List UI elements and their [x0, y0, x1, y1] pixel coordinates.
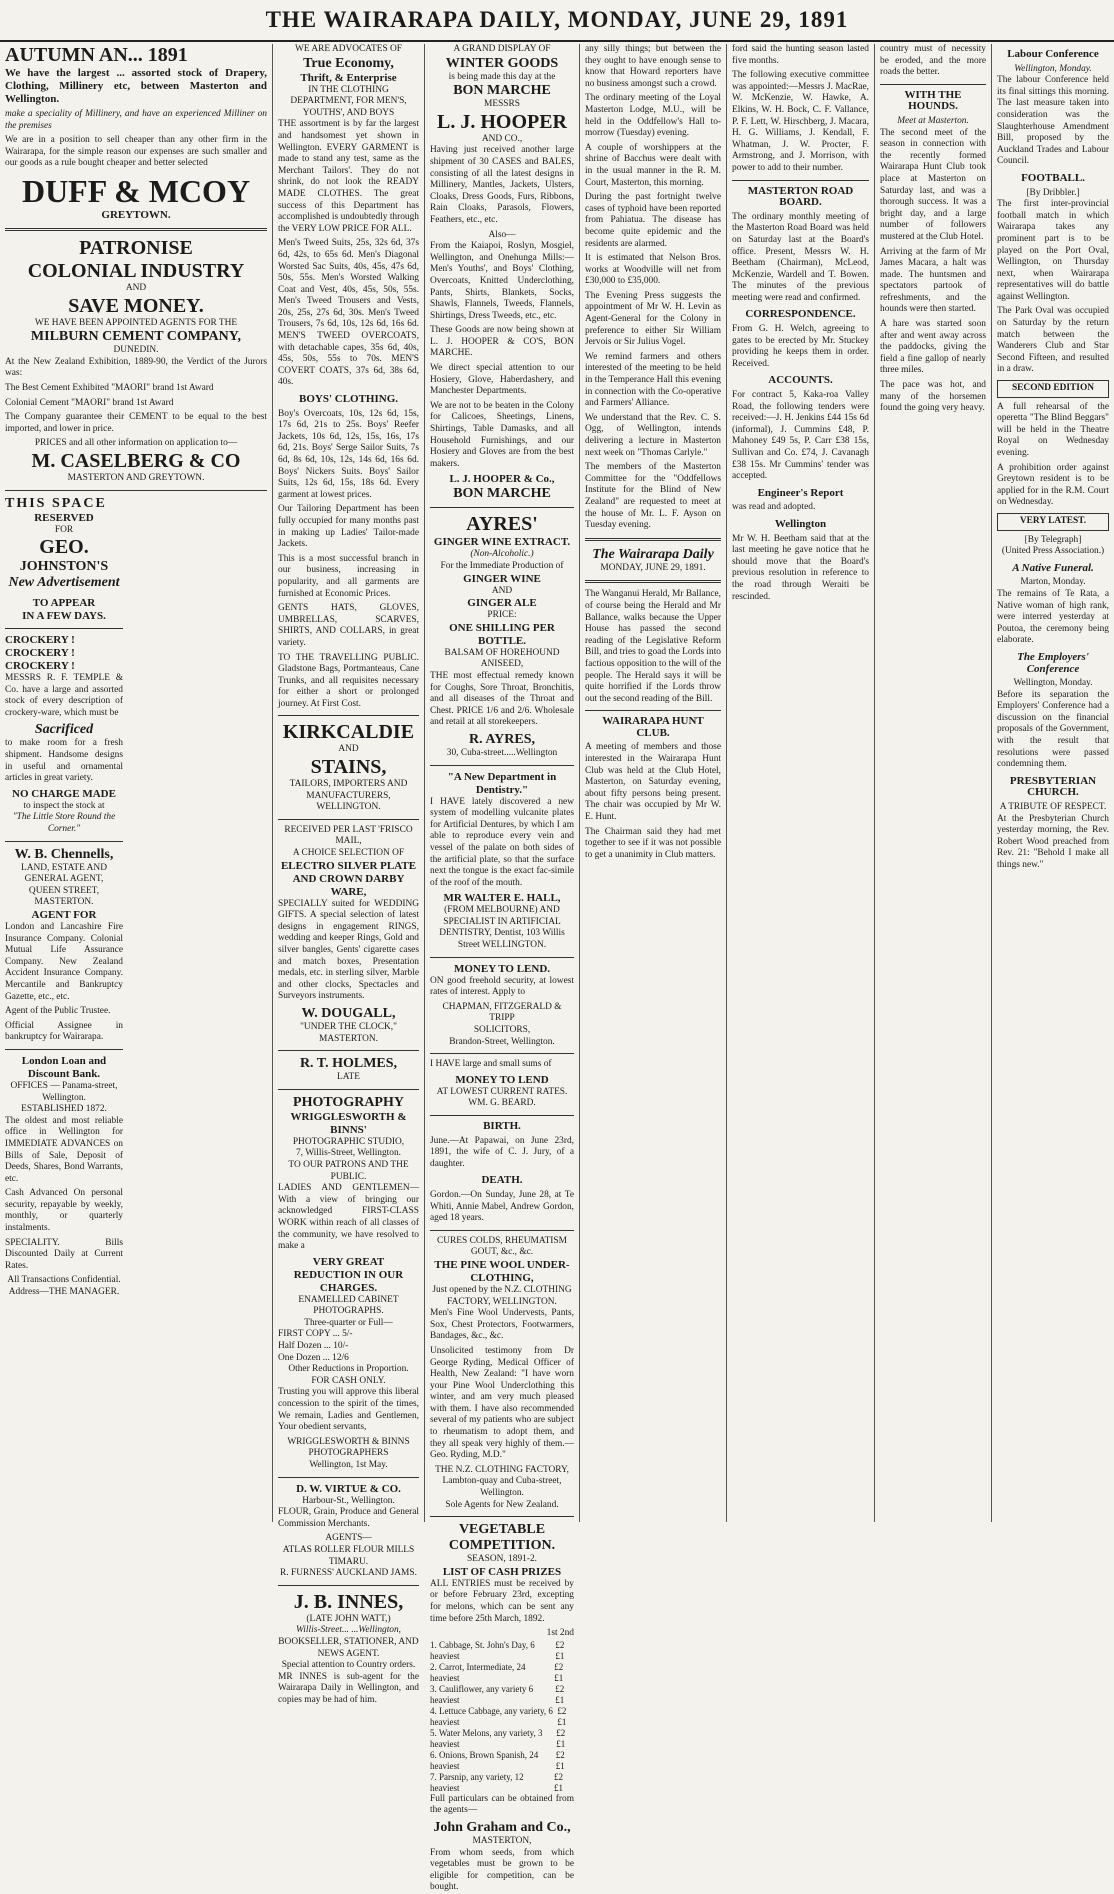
hall-subheading: (FROM MELBOURNE) AND SPECIALIST IN ARTIFICIAL DENTISTRY, Dentist, 103 Willis Street WELLINGTON. [439, 905, 565, 951]
column-1-lower [5, 496, 267, 1299]
photography-heading: PHOTOGRAPHY [293, 1094, 404, 1110]
exhibition-text: At the New Zealand Exhibition, 1889-90, the Verdict of the Jurors was: [5, 356, 267, 379]
stains-heading: STAINS, [310, 756, 387, 779]
employers-text: Before its separation the Employers' Conference had a discussion on the financial proposals of the Government, with the result that resolutions were passed condemning them. [997, 689, 1109, 770]
enamelled-label: ENAMELLED CABINET PHOTOGRAPHS. [298, 1294, 399, 1317]
tribute-label: A TRIBUTE OF RESPECT. [999, 802, 1107, 813]
dentistry-heading: "A New Department in Dentistry." [447, 770, 557, 796]
news-paragraph: We understand that the Rev. C. S. Ogg, of Wellington, intends delivering a lecture in Masterton next week on "Thomas Carlyle." [585, 412, 721, 458]
ginger-ale-label: GINGER ALE [467, 597, 537, 610]
agents-label: AGENTS— [325, 1533, 372, 1544]
sole-agents-label: Sole Agents for New Zealand. [445, 1499, 559, 1510]
agent-for-label: AGENT FOR [31, 909, 97, 921]
electro-heading: ELECTRO SILVER PLATE [280, 859, 417, 872]
committee-text: The following executive committee was appointed:—Messrs J. MacRae, W. McKenzie, W. Hawke, A. Elkins, W. H. Bock, C. F. Vallance, P. F. Lett, W. Hirschberg, J. Macara, H. G. Williams, J. Kendall, F. Whatman, J. W. Procter, F. Armstrong, and J. Morrison, with power to add to their number. [732, 70, 869, 173]
wellington-heading: Wellington [774, 517, 827, 530]
cash-prizes-heading: LIST OF CASH PRIZES [442, 1565, 562, 1578]
temple-text: MESSRS R. F. TEMPLE & Co. have a large and assorted stock of every description of crockery-ware, which must be [5, 673, 123, 718]
news-paragraph: We remind farmers and others interested of the meeting to be held in the Temperance Hall this evening in connection with the Co-operative and Farmers' Alliance. [585, 351, 721, 409]
three-quarter-label: Three-quarter or Full— [304, 1317, 393, 1328]
space-heading: THIS SPACE [5, 495, 107, 511]
prize-row: 2. Carrot, Intermediate, 24 heaviest £2 £1 [430, 1661, 564, 1683]
solicitors-label: SOLICITORS, [473, 1025, 531, 1036]
divider [5, 228, 267, 231]
column-2 [272, 44, 424, 1705]
kirkcaldie-heading: KIRKCALDIE [282, 721, 415, 744]
virtue-heading: D. W. VIRTUE & CO. [296, 1482, 401, 1495]
save-money-heading: SAVE MONEY. [68, 294, 204, 317]
football-heading: FOOTBALL. [1021, 171, 1085, 184]
one-dozen-price: One Dozen ... 12/6 [278, 1352, 349, 1363]
column-4 [579, 44, 726, 1522]
divider [278, 1089, 419, 1090]
mail-label: RECEIVED PER LAST 'FRISCO MAIL, [284, 824, 413, 847]
lowest-rates-label: AT LOWEST CURRENT RATES. [436, 1086, 568, 1097]
address-label: Address—THE MANAGER. [8, 1287, 120, 1298]
ayres-address: 30, Cuba-street.....Wellington [446, 747, 558, 758]
virtue-location: Harbour-St., Wellington. [302, 1495, 395, 1506]
innes-address: Willis-Street... ...Wellington, [295, 1625, 402, 1636]
prices-text: PRICES and all other information on application to— [34, 438, 238, 449]
patronise-heading: PATRONISE [79, 236, 193, 259]
colonial-cement-text: Colonial Cement "MAORI" brand 1st Award [5, 397, 174, 408]
innes-late-label: (LATE JOHN WATT,) [306, 1613, 391, 1624]
johnston-label: JOHNSTON'S [19, 559, 109, 575]
late-label: LATE [337, 1072, 360, 1083]
innes-heading: J. B. INNES, [293, 1590, 404, 1613]
divider [585, 538, 721, 541]
news-paragraph: During the past fortnight twelve cases of typhoid have been reported from Pahiatua. The disease has become quite epidemic and the residents are alarmed. [585, 192, 721, 249]
hooper-heading: L. J. HOOPER [436, 110, 567, 133]
patrons-label: TO OUR PATRONS AND THE PUBLIC. [288, 1159, 409, 1182]
masthead [0, 0, 1114, 42]
labour-heading: Labour Conference [1007, 48, 1099, 60]
vegetable-heading: VEGETABLE COMPETITION. [448, 1522, 556, 1554]
messrs-label: MESSRS [484, 99, 520, 110]
beetham-text: Mr W. H. Beetham said that at the last meeting he gave notice that he should move that the Board's previous resolution in reference to the road through Weraiti be rescinded. [732, 533, 869, 602]
second-edition-text: A full rehearsal of the operetta "The Blind Beggars" will be held in the Theatre Royal on Wednesday evening. [997, 401, 1109, 458]
flour-text: FLOUR, Grain, Produce and General Commission Merchants. [278, 1507, 419, 1529]
remedy-text: THE most effectual remedy known for Coughs, Sore Throat, Bronchitis, and all diseases of the Throat and Chest. PRICE 1/6 and 2/6. Wholesale and retail at all storekeepers. [430, 670, 574, 728]
agencies-text: London and Lancashire Fire Insurance Company. Colonial Mutual Life Assurance Company. New Zealand Accident Insurance Company. Mercantile and Bankruptcy Gazette, etc., etc. [5, 922, 123, 1002]
queen-street-label: QUEEN STREET, MASTERTON. [28, 885, 100, 908]
under-clock-label: "UNDER THE CLOCK," [300, 1021, 397, 1032]
divider [278, 819, 419, 820]
correspondence-text: From G. H. Welch, agreeing to gates to be erected by Mr. Stuckey providing he keeps them in order. Received. [732, 324, 869, 369]
news-paragraph: The ordinary meeting of the Loyal Masterton Lodge, M.U., will be held in the Oddfellow's Hall to-morrow (Tuesday) evening. [585, 93, 721, 139]
holmes-heading: R. T. HOLMES, [299, 1056, 398, 1072]
established-label: ESTABLISHED 1872. [21, 1104, 107, 1115]
clothing-dept-label: IN THE CLOTHING DEPARTMENT, FOR MEN'S, YOUTHS', AND BOYS [290, 84, 407, 118]
john-graham-heading: John Graham and Co., [433, 1819, 571, 1835]
shilling-label: ONE SHILLING PER BOTTLE. [449, 621, 555, 647]
divider [278, 715, 419, 716]
divider [430, 1230, 574, 1231]
other-reductions-label: Other Reductions in Proportion. [288, 1364, 409, 1375]
column-7 [991, 44, 1114, 1522]
column-1 [0, 44, 272, 1522]
to-appear-label: TO APPEAR [32, 597, 96, 610]
hooper-footer: L. J. HOOPER & Co., [449, 473, 555, 486]
ladies-text: LADIES AND GENTLEMEN—With a view of bringing our acknowledged FIRST-CLASS WORK within reach of all classes of the community, we have resolved to make a [278, 1183, 419, 1252]
editorial-text: The Wanganui Herald, Mr Ballance, of course being the Herald and Mr Ballance, walks because the Upper House has passed the second reading of the Legislative Reform Bill, and tries to goad the Lords into factious opposition to the will of the people. The Herald says it will be quite horrified if the Lords throw out the second reading of the Bill. [585, 589, 722, 704]
presbyterian-heading: PRESBYTERIAN CHURCH. [1009, 774, 1097, 799]
largest-stock-text: We have the largest ... assorted stock of Drapery, Clothing, Millinery etc, between Masterton and Wellington. [5, 67, 267, 105]
hall-heading: MR WALTER E. HALL, [443, 892, 561, 905]
confidential-label: All Transactions Confidential. [7, 1275, 121, 1286]
news-paragraph: A couple of worshippers at the shrine of Bacchus were dealt with in the usual manner in the R. M. Court, Masterton, this morning. [585, 142, 721, 188]
position-text: We are in a position to sell cheaper than any other firm in the Wairarapa, for the simple reason our expenses are such smaller and our goods as a rule bought cheaper and better selected [5, 135, 267, 169]
football-byline: [By Dribbler.] [1026, 187, 1080, 198]
road-board-text: The ordinary monthly meeting of the Masterton Road Board was held on Saturday last at the Board's office. Present, Messrs W. H. Beetham (Chairman), McLeod, McKenzie, Wardell and T. Bowen. The minutes of the previous meeting were read and confirmed. [732, 211, 869, 303]
little-store-text: "The Little Store Round the Corner." [12, 812, 116, 835]
prize-row: 7. Parsnip, any variety, 12 heaviest £2 £1 [430, 1771, 563, 1793]
sacrificed-text: to make room for a fresh shipment. Handsome designs in useful and ornamental articles in great variety. [5, 738, 123, 784]
dougall-location: MASTERTON. [319, 1033, 378, 1044]
trusting-text: Trusting you will approve this liberal concession to the spirit of the times, We remain, Ladies and Gentlemen, Your obedient servants, [278, 1387, 419, 1433]
received-text: Having just received another large shipment of 30 CASES and BALES, consisting of all the latest designs in Millinery, Mantles, Jackets, Ulsters, Cloaks, Dress Goods, Furs, Ribbons, Rain Cloaks, Parasols, Flowers, Feathers, etc., etc. [430, 145, 574, 225]
birth-heading: BIRTH. [483, 1120, 521, 1132]
prize-list [430, 1640, 574, 1794]
bon-marche-heading: BON MARCHE [453, 83, 551, 99]
tailors-label: TAILORS, IMPORTERS AND MANUFACTURERS, WELLINGTON. [289, 779, 408, 813]
special-attention-text: We direct special attention to our Hosiery, Glove, Haberdashery, and Manchester Departments. [430, 363, 574, 397]
tailoring-text: Our Tailoring Department has been fully occupied for many months past in making up Ladies' Tailor-made Jackets. [278, 504, 419, 550]
divider [430, 1516, 574, 1517]
caselberg-location: MASTERTON AND GREYTOWN. [67, 472, 205, 483]
hounds-text: The second meet of the season in connection with the recently formed Wairarapa Hunt Club took place at Masterton on Saturday last, and was a thorough success. It was a bright day, and a large number of followers mustered at the Club Hotel. [880, 127, 986, 242]
brandon-label: Brandon-Street, Wellington. [449, 1036, 555, 1047]
news-paragraph: any silly things; but between the they ought to have enough sense to know that Howard reporters have no business amongst such a crowd. [585, 44, 721, 89]
particulars-text: Full particulars can be obtained from the agents— [430, 1793, 574, 1816]
football-text-2: The Park Oval was occupied on Saturday by the return match between the Wanderers Club and Star Second Fifteen, and resulted in a draw. [997, 306, 1109, 375]
for-production-label: For the Immediate Production of [440, 561, 564, 571]
sacrificed-heading: Sacrificed [34, 722, 94, 738]
nameplate: The Wairarapa Daily [592, 546, 714, 562]
land-agent-label: LAND, ESTATE AND GENERAL AGENT, [21, 862, 107, 885]
economy-heading: True Economy, [303, 55, 394, 71]
innes-note: MR INNES is sub-agent for the Wairarapa Daily in Wellington, and copies may be had of him. [278, 1671, 419, 1705]
labour-location: Wellington, Monday. [1014, 63, 1092, 74]
telegraph-label: [By Telegraph] [1024, 534, 1082, 545]
furness-label: R. FURNESS' AUCKLAND JAMS. [280, 1568, 417, 1579]
pine-text: Just opened by the N.Z. CLOTHING FACTORY, WELLINGTON. [432, 1284, 572, 1307]
presbyterian-text: At the Presbyterian Church yesterday morning, the Rev. Robert Wood preached from Rev. 21: "Behold I make all things new." [997, 813, 1109, 870]
divider [430, 507, 574, 508]
and-label: AND [338, 744, 359, 755]
prize-row: 4. Lettuce Cabbage, any variety, 6 heaviest £2 £1 [430, 1705, 567, 1727]
football-text: The first inter-provincial football match in which Wairarapa takes any prominent part is to be played on the Port Oval, Wellington, on Thursday next, when Wairarapa representatives will do battle against Wellington. [997, 199, 1109, 302]
advocates-label: WE ARE ADVOCATES OF [294, 44, 403, 54]
photographers-label: PHOTOGRAPHERS [308, 1448, 389, 1459]
chennells-heading: W. B. Chennells, [14, 846, 114, 862]
oldest-text: The oldest and most reliable office in Wellington for IMMEDIATE ADVANCES on Bills of Sale, Deposit of Deeds, Shares, Bond Warrants, etc. [5, 1115, 123, 1184]
news-paragraph: It is estimated that Nelson Bros. works at Woodville will net from £30,000 to £35,000. [585, 253, 721, 287]
engineer-heading: Engineer's Report [757, 486, 844, 499]
new-advertisement-label: New Advertisement [8, 575, 120, 591]
employers-heading: The Employers' Conference [1017, 650, 1089, 675]
column-3 [424, 44, 579, 1893]
road-board-heading: MASTERTON ROAD BOARD. [747, 184, 854, 209]
mills-text: From the Kaiapoi, Roslyn, Mosgiel, Wellington, and Onehunga Mills:— Men's Youths', and Boys' Clothing, Overcoats, Knitted Underclothing, Pants, Shirts, Blankets, Socks, Shawls, Flannels, Tweeds, Flannels, Shirtings, Dress Tweeds, etc., etc. [430, 241, 574, 321]
arrival-text-2: A hare was started soon after and went away across the paddocks, giving the field a fine gallop of nearly three miles. [880, 319, 986, 376]
news-paragraph: ford said the hunting season lasted five months. [732, 44, 869, 66]
bon-marche-footer: BON MARCHE [453, 486, 551, 502]
nameplate-date: MONDAY, JUNE 29, 1891. [600, 562, 706, 573]
second-edition-heading: SECOND EDITION [997, 380, 1109, 398]
prize-row: 1. Cabbage, St. John's Day, 6 heaviest £2 £1 [430, 1639, 565, 1661]
with-hounds-heading: WITH THE HOUNDS. [904, 88, 962, 113]
appointed-text: WE HAVE BEEN APPOINTED AGENTS FOR THE [34, 317, 238, 328]
death-heading: DEATH. [481, 1174, 523, 1187]
wrigglesworth-heading: WRIGGLESWORTH & BINNS' [290, 1110, 407, 1136]
colonial-industry-heading: COLONIAL INDUSTRY [27, 259, 245, 282]
boys-text: Boy's Overcoats, 10s, 12s 6d, 15s, 17s 6d, 21s to 25s. Boys' Reefer Jackets, 10s 6d, 12s, 15s, 16s, 17s 6d, 21s. Boys' Serge Sailor Suits, 7s 6d, 8s 6d, 10s, 12s, 14s 6d, 16s 6d. Boys' Nickers Suits. Boys' Sailor Suits, 12s 6d, 15s, 18s 6d. Every garment at lowest prices. [278, 408, 419, 500]
also-label: Also— [488, 229, 516, 240]
column-6 [874, 44, 991, 1522]
choice-label: A CHOICE SELECTION OF [292, 848, 405, 859]
death-text: Gordon.—On Sunday, June 28, at Te Whiti, Annie Mabel, Andrew Gordon, aged 18 years. [430, 1189, 574, 1224]
divider [430, 957, 574, 958]
offices-label: OFFICES — Panama-street, Wellington. [10, 1080, 118, 1103]
gents-text: GENTS HATS, GLOVES, UMBRELLAS, SCARVES, SHIRTS, AND COLLARS, in great variety. [278, 603, 419, 648]
native-text: The remains of Te Rata, a Native woman of high rank, were interred yesterday at Poutoa, the ceremony being elaborate. [997, 588, 1109, 646]
prize-row: 3. Cauliflower, any variety 6 heaviest £2 £1 [430, 1683, 565, 1705]
ginger-extract-heading: GINGER WINE EXTRACT. [433, 536, 571, 549]
engineer-text: was read and adopted. [732, 502, 816, 513]
assignee-text: Official Assignee in bankruptcy for Wairarapa. [5, 1020, 123, 1043]
arrival-text: Arriving at the farm of Mr James Macara, a halt was made. The huntsmen and spectators partook of refreshments, and the hounds were then started. [880, 246, 986, 315]
divider [430, 765, 574, 766]
wb-signature: WRIGGLESWORTH & BINNS [287, 1436, 410, 1447]
nz-factory-label: THE N.Z. CLOTHING FACTORY, Lambton-quay and Cuba-street, Wellington. [435, 1464, 569, 1499]
wedding-text: SPECIALLY suited for WEDDING GIFTS. A special selection of latest designs in engagement RINGS, wedding and keeper Rings, Gold and silver bangles, Gents' cigarette cases and match boxes, Presentation medals, etc. in sterling silver, Marble and other clocks, Spectacles and Surveyors instruments. [278, 898, 419, 1002]
duff-mcoy-heading: DUFF & MCOY [21, 172, 251, 209]
divider [278, 1050, 419, 1051]
beard-signature: WM. G. BEARD. [468, 1098, 536, 1109]
and-label: AND [491, 585, 513, 596]
and-label: AND [125, 282, 147, 293]
speciality-bills-text: SPECIALITY. Bills Discounted Daily at Current Rates. [5, 1237, 123, 1271]
dunedin-label: DUNEDIN. [113, 345, 159, 356]
ayres-signature: R. AYRES, [468, 731, 535, 747]
balsam-label: BALSAM OF HOREHOUND ANISEED, [444, 647, 560, 670]
accounts-heading: ACCOUNTS. [768, 374, 833, 387]
studio-address: 7, Willis-Street, Wellington. [295, 1148, 402, 1159]
money-lend-heading: MONEY TO LEND. [453, 962, 551, 975]
divider [732, 180, 869, 181]
divider [5, 490, 267, 491]
divider [430, 1053, 574, 1054]
guarantee-text: The Company guarantee their CEMENT to be equal to the best imported, and lower in price. [5, 412, 267, 434]
geo-label: GEO. [39, 536, 89, 559]
greytown-label: GREYTOWN. [101, 208, 171, 221]
travelling-text: TO THE TRAVELLING PUBLIC. Gladstone Bags, Portmanteaus, Cane Trunks, and all requisites necessary for either a short or prolonged journey. At First Cost. [278, 652, 419, 709]
winter-goods-heading: WINTER GOODS [445, 55, 559, 71]
best-cement-text: The Best Cement Exhibited "MAORI" brand 1st Award [5, 382, 214, 393]
news-paragraph: The members of the Masterton Committee for the "Oddfellows Institute for the Blind of New Zealand" are requested to meet at the house of Mr. L. F. Ayson on Tuesday evening. [585, 462, 721, 531]
divider [5, 628, 123, 629]
newspaper-title: THE WAIRARAPA DAILY, MONDAY, JUNE 29, 1891 [265, 7, 849, 32]
assortment-text: THE assortment is by far the largest and handsomest yet shown in Wellington. EVERY GARMENT is made to stand any test, same as the Merchant Tailors'. They do not shrink, do not look the READY MADE CLOTHES. The great success of this Department has accomplished is undoubtedly through the VERY LOW PRICE FOR ALL. [278, 119, 419, 234]
reduction-heading: VERY GREAT REDUCTION IN OUR CHARGES. [293, 1255, 404, 1294]
seeds-text: From whom seeds, from which vegetables must be grown to be eligible for competition, can be bought. [430, 1847, 574, 1893]
have-sums-text: I HAVE large and small sums of [430, 1059, 552, 1070]
ginger-wine-label: GINGER WINE [463, 572, 541, 585]
column-5 [726, 44, 874, 1522]
prices-list: Men's Tweed Suits, 25s, 32s 6d, 37s 6d, 42s, to 65s 6d. Men's Diagonal Worsted Sac Suits, 40s, 45s, 47s 6d, 50s, 55s. Men's Worsted Walking Coat and Vest, 40s, 45s, 50s, 55s. Men's Tweed Trousers and Vests, 20s, 25s, 27s 6d, 30s. Men's Tweed Trousers, 7s 6d, 10s, 12s 6d, 16s 6d. MEN'S TWEED OVERCOATS, with detachable capes, 35s 6d, 40s, 45s, 50s, 55s to 70s. MEN'S COVERT COATS, 37s 6d, 38s 6d, 40s. [278, 238, 419, 388]
grand-display-label: A GRAND DISPLAY OF [453, 44, 551, 54]
hunt-club-text-2: The Chairman said they had met together to see if it was not possible to get a unanimity in Club matters. [585, 826, 721, 860]
hunt-club-heading: WAIRARAPA HUNT CLUB. [602, 715, 704, 739]
hunt-club-text: A meeting of members and those interested in the Wairarapa Hunt Club was held at the Club Hotel, Masterton, on Saturday evening, about fifty persons being present. The chair was occupied by Mr W. E. Hunt. [585, 742, 721, 823]
column-1-right [129, 496, 267, 1299]
first-copy-price: FIRST COPY ... 5/- [278, 1329, 353, 1340]
native-location: Marton, Monday. [1020, 577, 1086, 588]
boys-heading: BOYS' CLOTHING. [298, 393, 399, 406]
divider [880, 84, 986, 85]
and-co-label: AND CO., [481, 133, 523, 144]
caselberg-heading: M. CASELBERG & CO [31, 449, 241, 472]
few-days-label: IN A FEW DAYS. [22, 610, 106, 623]
pine-heading: THE PINE WOOL UNDER-CLOTHING, [434, 1258, 570, 1284]
dougall-heading: W. DOUGALL, [301, 1005, 396, 1021]
divider [278, 1477, 419, 1478]
birth-text: June.—At Papawai, on June 23rd, 1891, the wife of C. J. Jury, of a daughter. [430, 1135, 574, 1169]
success-text: This is a most successful branch in our business, increasing in popularity, and all garments are furnished at Economic Prices. [278, 553, 419, 599]
atlas-label: ATLAS ROLLER FLOUR MILLS TIMARU. [282, 1544, 415, 1567]
prize-row: 5. Water Melons, any variety, 3 heaviest £2 £1 [430, 1727, 566, 1749]
bookseller-label: BOOKSELLER, STATIONER, AND NEWS AGENT. [278, 1636, 419, 1659]
unsolicited-text: Unsolicited testimony from Dr George Ryding, Medical Officer of Health, New Zealand: "I have worn your Pine Wool Underclothing this winter, and am very much pleased with them. I have also recommended several of my patients who are subject to rheumatism to adopt them, and they all speak very highly of them.—Geo. Ryding, M.D." [430, 1345, 574, 1461]
hare-text: The pace was hot, and many of the horsemen found the going very heavy. [880, 380, 986, 414]
no-charge-heading: NO CHARGE MADE [12, 787, 116, 800]
divider [5, 1049, 123, 1050]
colds-label: CURES COLDS, RHEUMATISM GOUT, &c., &c. [437, 1235, 567, 1258]
cash-text: Cash Advanced On personal security, repayable by weekly, monthly, or quarterly instalments. [5, 1188, 123, 1234]
divider [430, 1115, 574, 1116]
thrift-heading: Thrift, & Enterprise [300, 71, 397, 84]
second-edition-text-2: A prohibition order against Greytown resident is to be applied for in the R.M. Court on Wednesday. [997, 462, 1109, 508]
studio-label: PHOTOGRAPHIC STUDIO, [292, 1136, 405, 1147]
entries-text: ALL ENTRIES must be received by or before February 23rd, excepting for melons, which can be sent any time before 25th March, 1892. [430, 1578, 574, 1624]
autumn-heading: AUTUMN AN... 1891 [5, 44, 188, 66]
photographers-location: Wellington, 1st May. [309, 1460, 388, 1470]
divider [5, 841, 123, 842]
dentistry-text: I HAVE lately discovered a new system of modelling vulcanite plates for Artificial Dentures, by which I am able to reproduce every vein and vessel of the palate on both sides of the artificial plate, so that the surface next the tongue is the exact fac-simile of the roof of the mouth. [430, 796, 574, 888]
london-loan-heading: London Loan and Discount Bank. [21, 1054, 107, 1080]
non-alcoholic-label: (Non-Alcoholic.) [470, 549, 534, 560]
news-paragraph: The Evening Press suggests the appointment of Mr W. H. Levin as Agent-General for the Colony in preference to either Sir William Jervois or Sir Julius Vogel. [585, 290, 721, 348]
john-graham-location: MASTERTON, [472, 1835, 532, 1846]
correspondence-heading: CORRESPONDENCE. [745, 308, 856, 321]
inspect-text: to inspect the stock at [23, 800, 105, 811]
for-cash-label: FOR CASH ONLY. [311, 1375, 386, 1386]
prize-header: 1st 2nd [546, 1628, 574, 1639]
employers-location: Wellington, Monday. [1013, 678, 1093, 689]
not-behind-text: We are not to be beaten in the Colony for Calicoes, Sheetings, Linens, Shirtings, Table Damasks, and all Household Furnishings, and our Hosiery and Gloves are from the best makers. [430, 400, 574, 469]
column-1-left [5, 496, 123, 1299]
season-label: SEASON, 1891-2. [466, 1554, 538, 1565]
chapman-label: CHAPMAN, FITZGERALD & TRIPP [442, 1001, 562, 1024]
divider [278, 1585, 419, 1586]
labour-text: The labour Conference held its final sittings this morning. The last measure taken into consideration was the Slaughterhouse Amendment Bill, proposed by the Auckland Trades and Labour Council. [997, 75, 1109, 167]
divider [585, 710, 721, 711]
these-goods-text: These Goods are now being shown at L. J. HOOPER & CO'S, BON MARCHE. [430, 325, 574, 359]
news-paragraph: country must of necessity be eroded, and the more roads the better. [880, 44, 986, 78]
meet-label: Meet at Masterton. [897, 115, 969, 126]
country-orders-label: Special attention to Country orders. [281, 1660, 416, 1671]
being-made-label: is being made this day at the [448, 71, 556, 82]
divider [585, 580, 721, 583]
for-label: FOR [54, 524, 74, 535]
pine-list: Men's Fine Wool Undervests, Pants, Sox, Chest Protectors, Footwarmers, Bandages, &c., &c. [430, 1308, 574, 1342]
crockery-heading: CROCKERY ! CROCKERY ! CROCKERY ! [5, 634, 75, 673]
accounts-text: For contract 5, Kaka-roa Valley Road, the following tenders were received:—J. H. Jenkins £44 15s 6d (informal), J. Cummins £48, P. Mahoney £49 5s, P. Carr £38 15s, Sullivan and Co. £74, J. Cavanagh £38 15s. Mr Cummins' tender was accepted. [732, 390, 869, 482]
prize-row: 6. Onions, Brown Spanish, 24 heaviest £2 £1 [430, 1749, 565, 1771]
freehold-text: ON good freehold security, at lowest rates of interest. Apply to [430, 975, 574, 998]
money-lend-heading-2: MONEY TO LEND [455, 1073, 549, 1086]
ayres-heading: AYRES' [466, 513, 538, 536]
very-latest-heading: VERY LATEST. [997, 513, 1109, 531]
speciality-text: make a speciality of Millinery, and have an experienced Milliner on the premises [5, 109, 267, 131]
price-label: PRICE: [487, 610, 517, 621]
reserved-label: RESERVED [34, 511, 94, 524]
public-trustee-text: Agent of the Public Trustee. [5, 1006, 111, 1017]
half-dozen-price: Half Dozen ... 10/- [278, 1341, 349, 1352]
press-label: (United Press Association.) [1001, 546, 1105, 557]
crown-derby-heading: AND CROWN DARBY WARE, [292, 872, 405, 898]
milburn-heading: MILBURN CEMENT COMPANY, [30, 329, 242, 345]
native-funeral-heading: A Native Funeral. [1012, 561, 1094, 574]
